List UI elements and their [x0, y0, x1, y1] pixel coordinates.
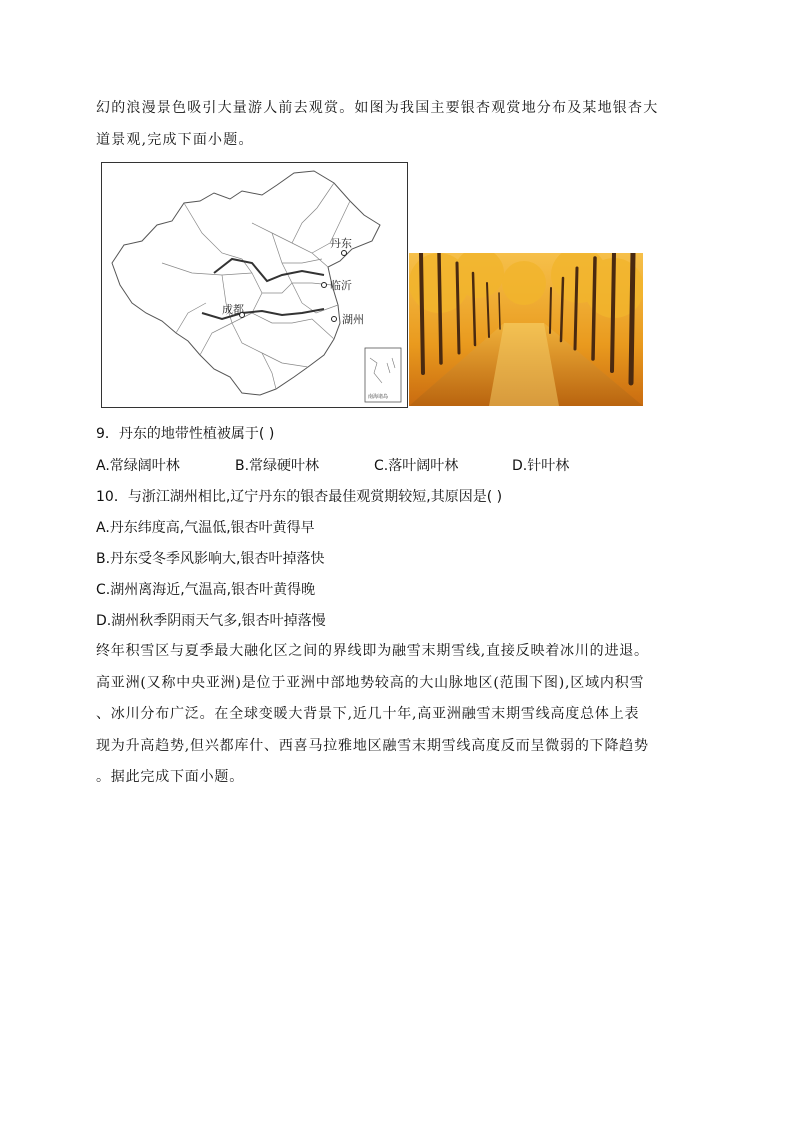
dandong-label: 丹东	[330, 237, 352, 250]
intro-line-2: 道景观,完成下面小题。	[96, 132, 254, 148]
inset-label: 南海诸岛	[368, 394, 389, 400]
passage-line-2: 高亚洲(又称中央亚洲)是位于亚洲中部地势较高的大山脉地区(范围下图),区域内积雪	[96, 674, 645, 691]
linyi-marker	[322, 283, 327, 288]
huzhou-label: 湖州	[342, 313, 364, 326]
china-map-drawing	[102, 163, 407, 407]
china-ginkgo-map	[101, 162, 408, 408]
huzhou-marker	[332, 317, 337, 322]
q10-option-d: D.湖州秋季阴雨天气多,银杏叶掉落慢	[96, 613, 326, 629]
q9-option-c: C.落叶阔叶林	[374, 458, 459, 474]
q10-option-c: C.湖州离海近,气温高,银杏叶黄得晚	[96, 582, 316, 598]
passage-line-1: 终年积雪区与夏季最大融化区之间的界线即为融雪末期雪线,直接反映着冰川的进退。	[96, 643, 649, 659]
intro-line-1: 幻的浪漫景色吸引大量游人前去观赏。如图为我国主要银杏观赏地分布及某地银杏大	[96, 100, 659, 116]
q10-option-b: B.丹东受冬季风影响大,银杏叶掉落快	[96, 551, 325, 567]
passage-line-3: 、冰川分布广泛。在全球变暖大背景下,近几十年,高亚洲融雪末期雪线高度总体上表	[96, 706, 640, 722]
linyi-label: 临沂	[330, 279, 352, 292]
q9-option-d: D.针叶林	[512, 458, 570, 474]
yellow-river	[214, 259, 324, 281]
passage-line-5: 。据此完成下面小题。	[96, 769, 244, 785]
ginkgo-photo-drawing	[409, 253, 643, 406]
passage-line-4: 现为升高趋势,但兴都库什、西喜马拉雅地区融雪末期雪线高度反而呈微弱的下降趋势	[96, 737, 649, 754]
q10-option-a: A.丹东纬度高,气温低,银杏叶黄得早	[96, 520, 315, 536]
snowline-passage	[96, 636, 700, 794]
yangtze-river	[202, 309, 324, 319]
ginkgo-avenue-photo	[409, 253, 643, 406]
q9-option-a: A.常绿阔叶林	[96, 458, 180, 474]
question-10-stem: 10．与浙江湖州相比,辽宁丹东的银杏最佳观赏期较短,其原因是( )	[96, 489, 503, 505]
intro-paragraph	[96, 92, 700, 156]
q9-option-b: B.常绿硬叶林	[235, 458, 320, 474]
chengdu-label: 成都	[222, 303, 244, 316]
dandong-marker	[342, 251, 347, 256]
question-9-stem: 9．丹东的地带性植被属于( )	[96, 426, 275, 442]
